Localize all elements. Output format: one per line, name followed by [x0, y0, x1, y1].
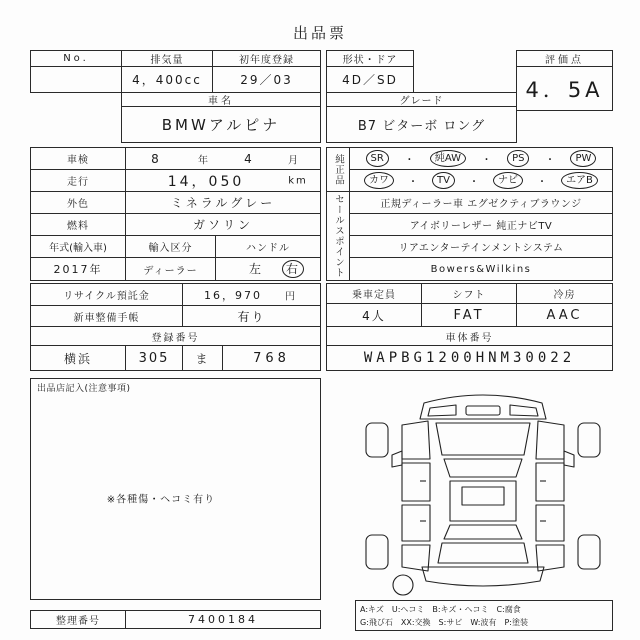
steering-label: ハンドル [215, 235, 321, 258]
service-book-value: 有り [182, 305, 321, 327]
option-item: エアB [561, 172, 598, 189]
option-separator: ・ [537, 177, 548, 188]
legend-line: A:キズ U:ヘコミ B:キズ・ヘコミ C:腐食 [360, 605, 521, 614]
body-type-value: 4D／SD [326, 66, 414, 93]
options-label [326, 147, 350, 192]
ac-label: 冷房 [516, 283, 613, 304]
car-damage-diagram [358, 385, 608, 597]
windshield [444, 459, 522, 477]
score-label: 評価点 [516, 50, 613, 67]
score-value: 4．5A [516, 66, 613, 111]
option-separator: ・ [481, 155, 492, 166]
sales-point-line: 正規ディーラー車 エグゼクティブラウンジ [349, 191, 613, 214]
service-book-label: 新車整備手帳 [30, 305, 183, 327]
left-front-fender [402, 421, 430, 459]
option-separator: ・ [408, 177, 419, 188]
inspection-year: 8 [151, 151, 161, 166]
no-value-cell [30, 66, 122, 93]
steering-value [215, 257, 321, 281]
option-item: SR [366, 150, 389, 167]
left-headlight [428, 405, 456, 416]
sales-point-line: アイボリーレザー 純正ナビTV [349, 213, 613, 236]
recycle-deposit-value [182, 283, 321, 306]
right-front-door [536, 463, 564, 501]
first-registration-value: 29／03 [212, 66, 321, 93]
sales-points-label-text: セールスポイント [333, 194, 344, 278]
import-type-label: 輸入区分 [125, 235, 216, 258]
plate-class: 305 [125, 345, 183, 371]
capacity-value: 4人 [326, 303, 422, 327]
steering-right: 右 [282, 260, 304, 278]
option-item: PW [570, 150, 596, 167]
left-front-wheel [366, 423, 388, 457]
sunroof [462, 487, 504, 505]
option-separator: ・ [404, 155, 415, 166]
notes-text: ※各種傷・ヘコミ有り [106, 494, 216, 506]
reference-number: 7400184 [125, 610, 321, 629]
sales-points-label [326, 191, 350, 281]
mileage-label: 走行 [30, 169, 126, 192]
import-type-value: ディーラー [125, 257, 216, 281]
left-mirror [392, 451, 402, 467]
color-value: ミネラルグレー [125, 191, 321, 214]
options-row-2 [349, 169, 613, 192]
notes-box [30, 378, 321, 600]
right-headlight [510, 405, 538, 416]
spare-tire [393, 575, 413, 595]
sales-point-line: Bowers&Wilkins [349, 257, 613, 281]
steering-left: 左 [248, 262, 264, 276]
plate-label: 登録番号 [30, 326, 321, 346]
option-item: PS [507, 150, 529, 167]
model-year-label: 年式(輸入車) [30, 235, 126, 258]
right-rear-door [536, 505, 564, 541]
car-name-value: BMWアルピナ [121, 106, 321, 143]
options-label-text: 純正品 [333, 153, 344, 186]
notes-label: 出品店記入(注意事項) [37, 384, 131, 394]
color-label: 外色 [30, 191, 126, 214]
option-item: TV [432, 172, 455, 189]
legend-line: G:飛び石 XX:交換 S:サビ W:波有 P:塗装 [360, 618, 528, 627]
recycle-amount: 16，970 [204, 288, 262, 302]
sheet-title: 出品票 [292, 24, 347, 42]
left-front-door [402, 463, 430, 501]
option-item: ナビ [493, 172, 523, 189]
vin-value: WAPBG1200HNM30022 [326, 345, 613, 371]
left-rear-door [402, 505, 430, 541]
inspection-value [125, 147, 321, 170]
option-separator: ・ [544, 155, 555, 166]
damage-legend [355, 600, 613, 631]
right-mirror [564, 451, 574, 467]
month-unit: 月 [288, 155, 300, 166]
displacement-label: 排気量 [121, 50, 213, 67]
inspection-month: 4 [244, 151, 254, 166]
inspection-label: 車検 [30, 147, 126, 170]
sales-point-line: リアエンターテインメントシステム [349, 235, 613, 258]
vin-label: 車体番号 [326, 326, 613, 346]
hood-panel [436, 423, 530, 455]
recycle-unit: 円 [285, 291, 297, 302]
options-row-1 [349, 147, 613, 170]
shift-value: FAT [421, 303, 517, 327]
plate-kana: ま [182, 345, 223, 371]
mileage-number: 14，050 [167, 173, 245, 190]
recycle-deposit-label: リサイクル預託金 [30, 283, 183, 306]
mileage-unit: km [288, 175, 308, 186]
right-front-wheel [578, 423, 600, 457]
option-item: カワ [364, 172, 394, 189]
right-rear-wheel [578, 535, 600, 569]
option-item: 純AW [430, 150, 466, 167]
grade-value: B7 ビターボ ロング [326, 106, 517, 143]
capacity-label: 乗車定員 [326, 283, 422, 304]
ac-value: AAC [516, 303, 613, 327]
year-unit: 年 [198, 155, 210, 166]
fuel-label: 燃料 [30, 213, 126, 236]
first-registration-label: 初年度登録 [212, 50, 321, 67]
body-type-label: 形状・ドア [326, 50, 414, 67]
shift-label: シフト [421, 283, 517, 304]
front-grille [466, 406, 500, 415]
car-name-label: 車名 [121, 92, 321, 107]
left-rear-wheel [366, 535, 388, 569]
trunk-panel [438, 543, 528, 563]
plate-region: 横浜 [30, 345, 126, 371]
option-separator: ・ [469, 177, 480, 188]
model-year-value: 2017年 [30, 257, 126, 281]
grade-label: グレード [326, 92, 517, 107]
fuel-value: ガソリン [125, 213, 321, 236]
rear-window [444, 525, 522, 539]
rear-bumper-panel [422, 567, 544, 586]
right-front-fender [536, 421, 564, 459]
mileage-value [125, 169, 321, 192]
plate-number: 768 [222, 345, 321, 371]
displacement-value: 4，400cc [121, 66, 213, 93]
no-label: No. [30, 50, 122, 67]
reference-label: 整理番号 [30, 610, 126, 629]
